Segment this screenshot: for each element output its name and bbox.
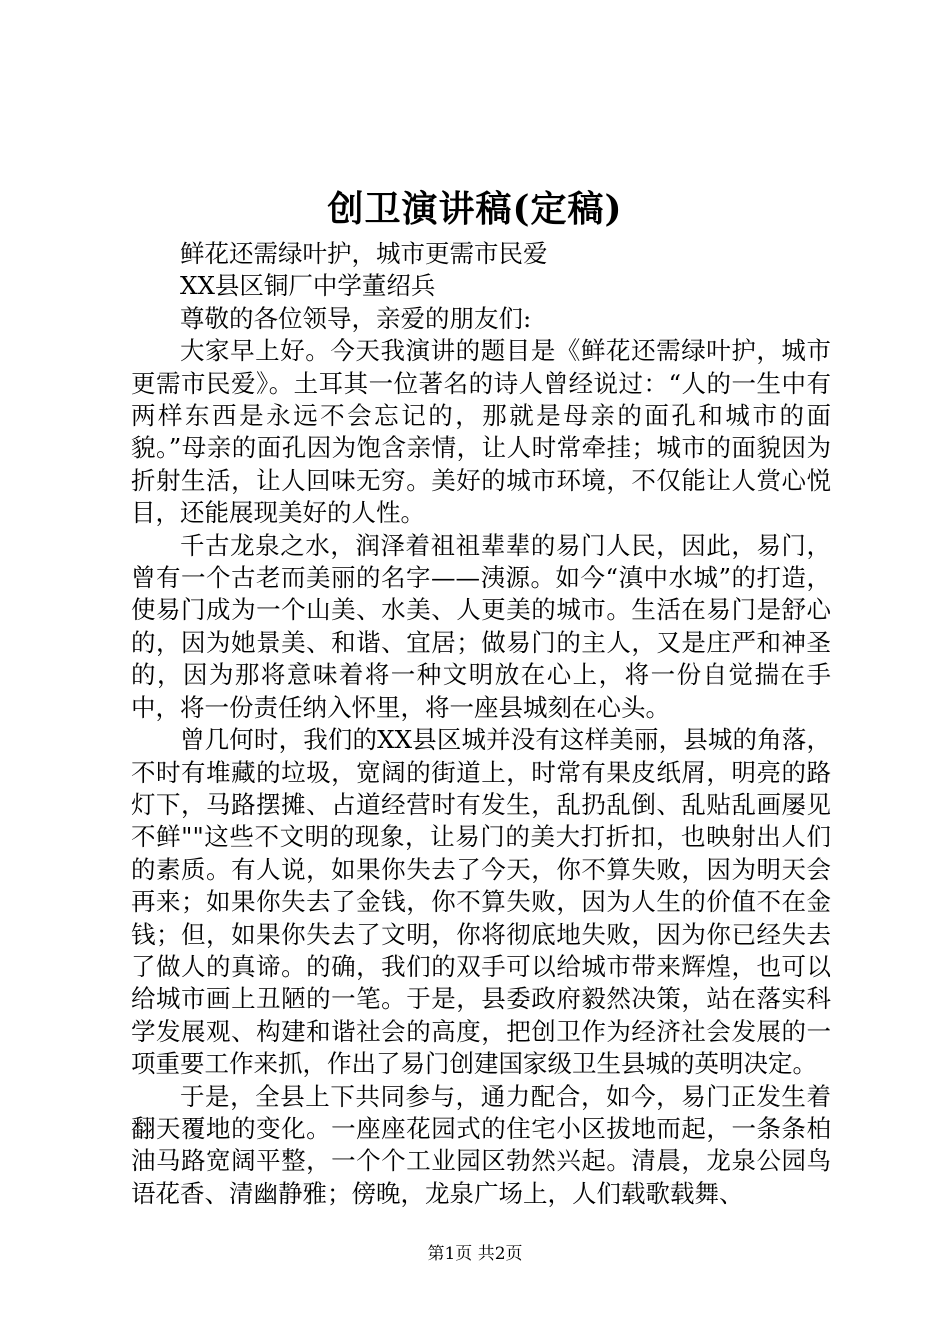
- speech-subtitle: 鲜花还需绿叶护，城市更需市民爱: [180, 239, 548, 268]
- body-paragraph: 千古龙泉之水，润泽着祖祖辈辈的易门人民，因此，易门，曾有一个古老而美丽的名字——洟源。如今“滇中水城”的打造，使易门成为一个山美、水美、人更美的城市。生活在易门是舒心的，因为她景美、和谐、宜居；做易门的主人，又是庄严和神圣的，因为那将意味着将一种文明放在心上，将一份自觉揣在手中，将一份责任纳入怀里，将一座县城刻在心头。: [131, 530, 831, 722]
- speech-author: XX县区铜厂中学董绍兵: [180, 271, 436, 301]
- document-body: [131, 238, 831, 1210]
- body-paragraph: 于是，全县上下共同参与，通力配合，如今，易门正发生着翻天覆地的变化。一座座花园式的住宅小区拔地而起，一条条柏油马路宽阔平整，一个个工业园区勃然兴起。清晨，龙泉公园鸟语花香、清幽静雅；傍晚，龙泉广场上，人们载歌载舞、: [131, 1081, 831, 1208]
- speech-salutation: 尊敬的各位领导，亲爱的朋友们:: [180, 303, 532, 333]
- body-paragraph: 大家早上好。今天我演讲的题目是《鲜花还需绿叶护，城市更需市民爱》。土耳其一位著名的诗人曾经说过：“人的一生中有两样东西是永远不会忘记的，那就是母亲的面孔和城市的面貌。”母亲的面孔因为饱含亲情，让人时常牵挂；城市的面貌因为折射生活，让人回味无穷。美好的城市环境，不仅能让人赏心悦目，还能展现美好的人性。: [131, 336, 831, 528]
- page-number-footer: 第1页 共2页: [427, 1244, 523, 1264]
- document-title: 创卫演讲稿(定稿): [327, 188, 623, 230]
- body-paragraph: 曾几何时，我们的XX县区城并没有这样美丽，县城的角落，不时有堆藏的垃圾，宽阔的街道上，时常有果皮纸屑，明亮的路灯下，马路摆摊、占道经营时有发生，乱扔乱倒、乱贴乱画屡见不鲜""这些不文明的现象，让易门的美大打折扣，也映射出人们的素质。有人说，如果你失去了今天，你不算失败，因为明天会再来；如果你失去了金钱，你不算失败，因为人生的价值不在金钱；但，如果你失去了文明，你将彻底地失败，因为你已经失去了做人的真谛。的确，我们的双手可以给城市带来辉煌，也可以给城市画上丑陋的一笔。于是，县委政府毅然决策，站在落实科学发展观、构建和谐社会的高度，把创卫作为经济社会发展的一项重要工作来抓，作出了易门创建国家级卫生县城的英明决定。: [131, 725, 831, 1079]
